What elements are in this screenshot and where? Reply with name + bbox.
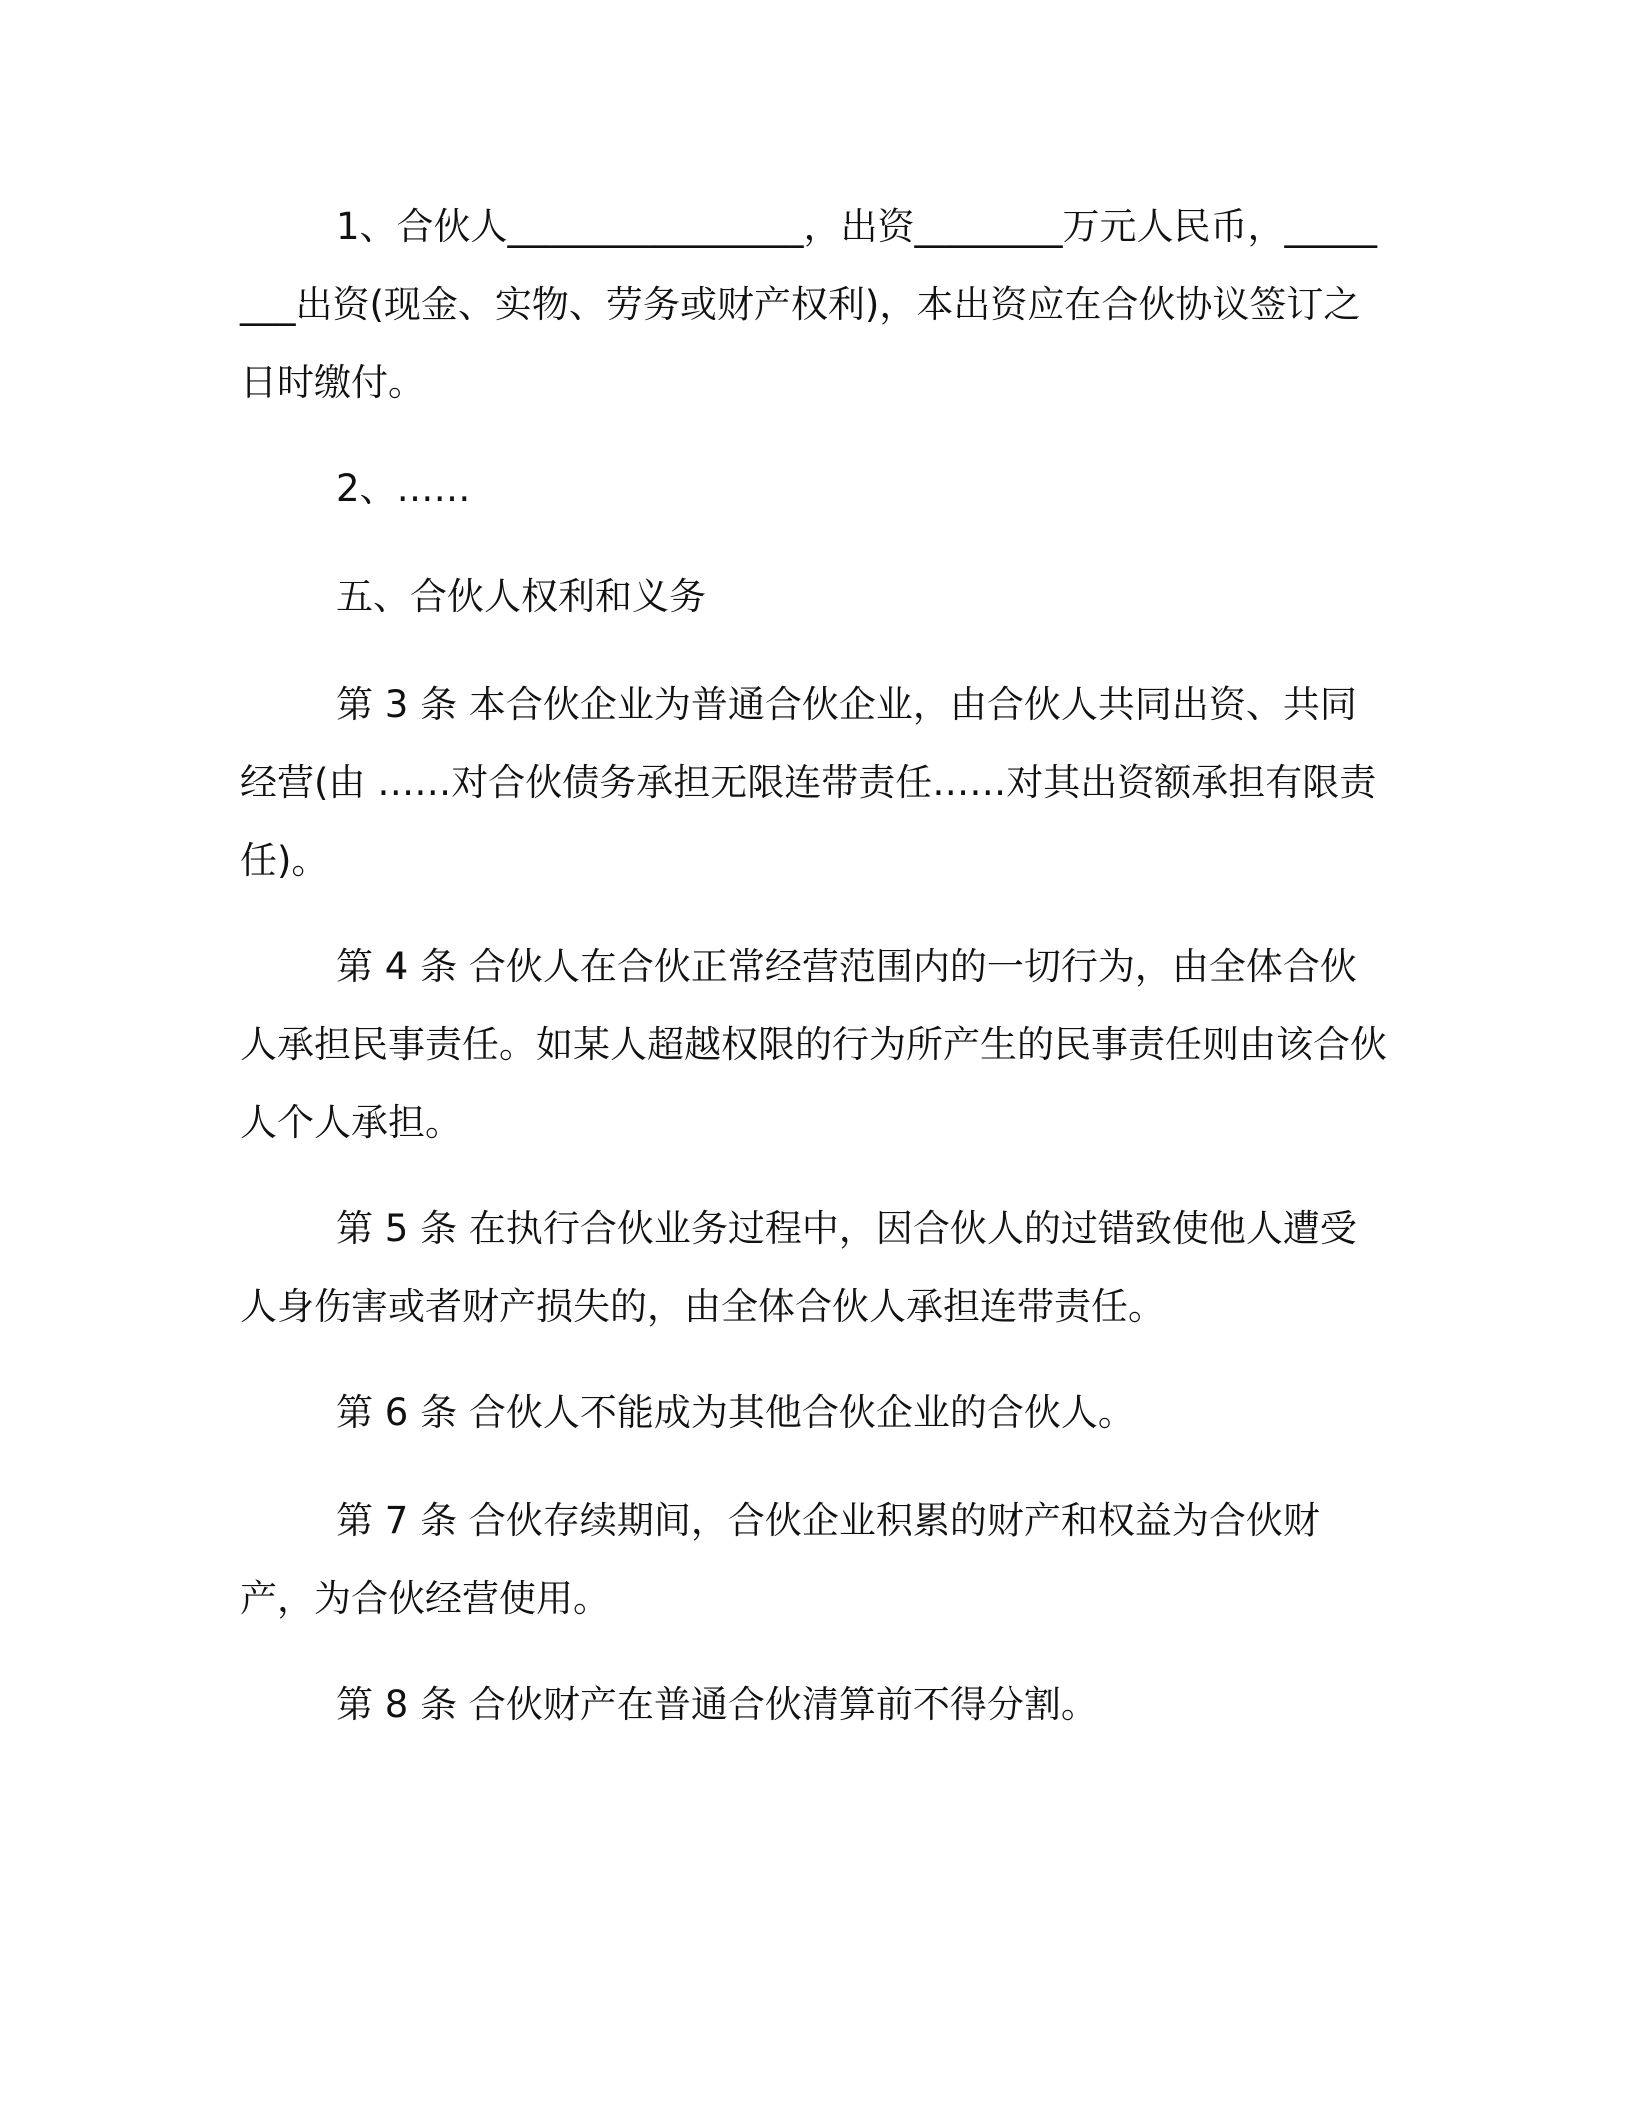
article-6: 第 6 条 合伙人不能成为其他合伙企业的合伙人。 xyxy=(336,1391,1135,1434)
article-3: 第 3 条 本合伙企业为普通合伙企业，由合伙人共同出资、共同经营(由 ……对合伙债务承担无限连带责任……对其出资额承担有限责任)。 xyxy=(240,683,1377,882)
article-8: 第 8 条 合伙财产在普通合伙清算前不得分割。 xyxy=(336,1683,1098,1726)
article-5: 第 5 条 在执行合伙业务过程中，因合伙人的过错致使他人遭受人身伤害或者财产损失的，由全体合伙人承担连带责任。 xyxy=(240,1207,1357,1328)
section-heading-rights-duties: 五、合伙人权利和义务 xyxy=(336,575,706,618)
clause-capital-contribution-2: 2、…… xyxy=(336,467,471,510)
article-4: 第 4 条 合伙人在合伙正常经营范围内的一切行为，由全体合伙人承担民事责任。如某人超越权限的行为所产生的民事责任则由该合伙人个人承担。 xyxy=(240,945,1387,1144)
article-7: 第 7 条 合伙存续期间，合伙企业积累的财产和权益为合伙财产，为合伙经营使用。 xyxy=(240,1499,1320,1620)
document-page xyxy=(240,188,1390,1774)
clause-capital-contribution-1: 1、合伙人________________，出资________万元人民币，________出资(现金、实物、劳务或财产权利)，本出资应在合伙协议签订之日时缴付。 xyxy=(240,205,1378,404)
